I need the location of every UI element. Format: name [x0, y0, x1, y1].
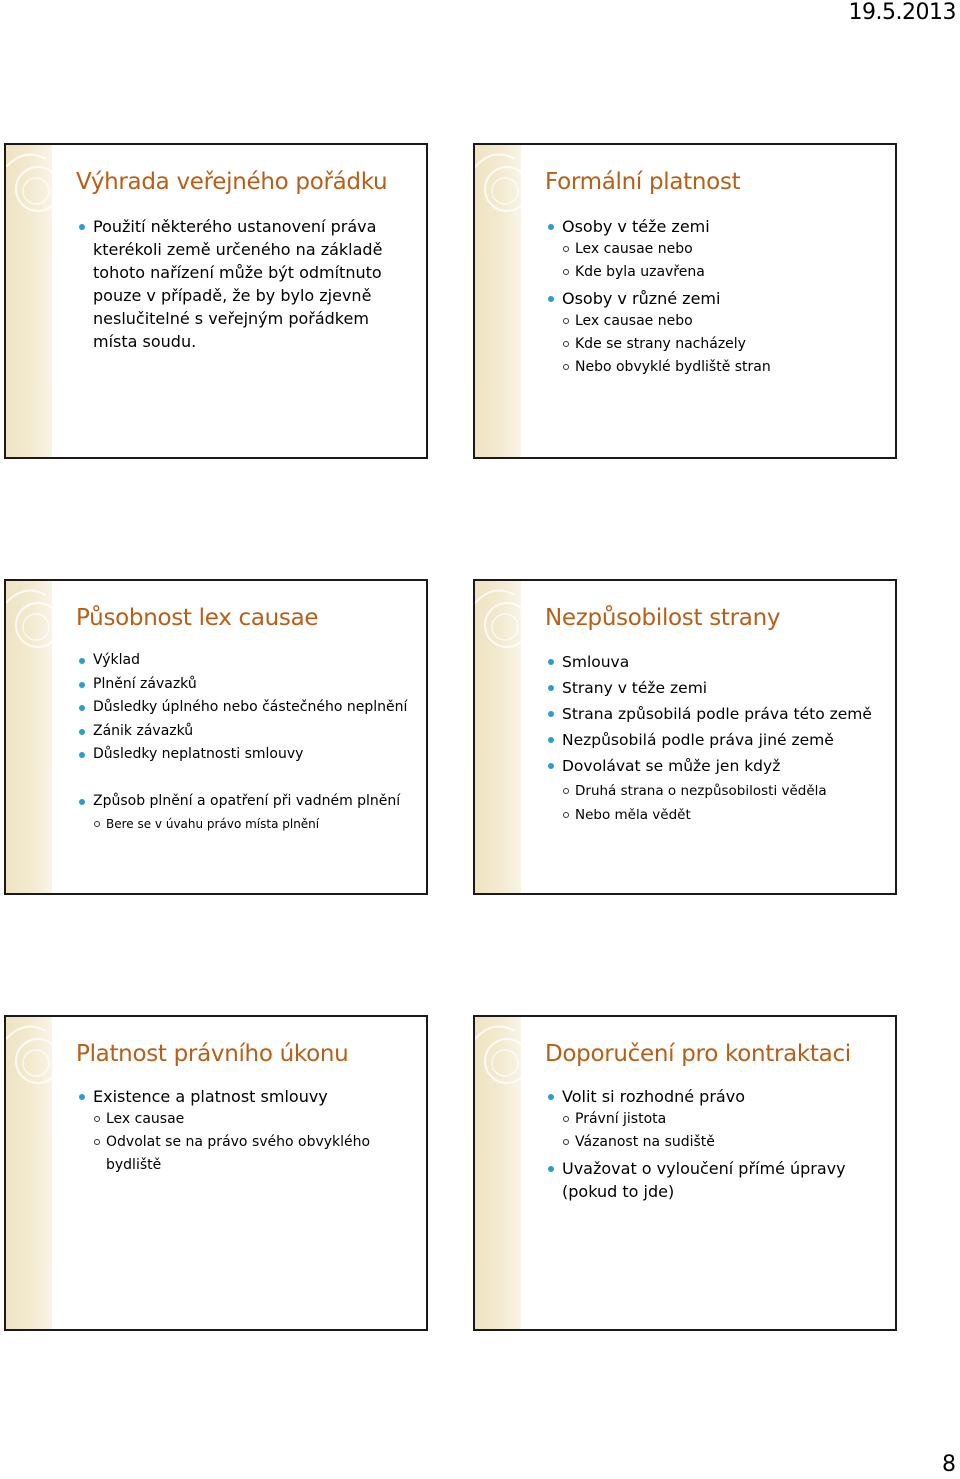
list-item: Druhá strana o nezpůsobilosti věděla	[545, 779, 885, 803]
list-item: Dovolávat se může jen když	[545, 753, 885, 779]
swirl-ornament-icon	[475, 581, 521, 661]
slide-title: Působnost lex causae	[76, 605, 319, 631]
slide-platnost-pravniho-ukonu	[4, 1015, 428, 1331]
page-number: 8	[942, 1452, 956, 1477]
list-item: Odvolat se na právo svého obvyklého bydliště	[76, 1131, 416, 1177]
slide-title: Doporučení pro kontraktaci	[545, 1041, 851, 1067]
list-item: Právní jistota	[545, 1108, 885, 1131]
list-item: Zánik závazků	[76, 720, 416, 744]
list-item: Důsledky neplatnosti smlouvy	[76, 743, 416, 767]
list-item: Důsledky úplného nebo částečného neplnění	[76, 696, 416, 720]
list-item: Vázanost na sudiště	[545, 1131, 885, 1154]
list-item: Plnění závazků	[76, 673, 416, 697]
list-item: Lex causae nebo	[545, 310, 885, 333]
list-item: Nebo obvyklé bydliště stran	[545, 356, 885, 379]
slide-decorative-band	[6, 145, 52, 457]
slide-title: Platnost právního úkonu	[76, 1041, 349, 1067]
slide-title: Výhrada veřejného pořádku	[76, 169, 388, 195]
list-item: Uvažovat o vyloučení přímé úpravy (pokud to jde)	[545, 1157, 885, 1203]
list-item: Volit si rozhodné právo	[545, 1085, 885, 1108]
slide-title: Formální platnost	[545, 169, 741, 195]
list-item: Strana způsobilá podle práva této země	[545, 701, 885, 727]
list-item: Výklad	[76, 649, 416, 673]
slide-pusobnost-lex-causae	[4, 579, 428, 895]
slide-vyhrada-verejneho-poradku	[4, 143, 428, 459]
slide-decorative-band	[475, 1017, 521, 1329]
slide-bullet-list	[545, 649, 885, 827]
swirl-ornament-icon	[6, 145, 52, 225]
list-item: Nezpůsobilá podle práva jiné země	[545, 727, 885, 753]
list-item: Použití některého ustanovení práva kterékoli země určeného na základě tohoto nařízení může být odmítnuto pouze v případě, že by bylo zjevně neslučitelné s veřejným pořádkem místa soudu.	[76, 215, 416, 353]
list-item: Osoby v téže zemi	[545, 215, 885, 238]
slide-bullet-list	[76, 1085, 416, 1177]
slide-bullet-list	[545, 215, 885, 379]
list-item: Kde byla uzavřena	[545, 261, 885, 284]
list-item: Lex causae	[76, 1108, 416, 1131]
list-item: Existence a platnost smlouvy	[76, 1085, 416, 1108]
list-item: Osoby v různé zemi	[545, 287, 885, 310]
list-item: Způsob plnění a opatření při vadném plnění	[76, 790, 416, 814]
slide-title: Nezpůsobilost strany	[545, 605, 781, 631]
swirl-ornament-icon	[475, 145, 521, 225]
list-item: Nebo měla vědět	[545, 803, 885, 827]
slide-decorative-band	[475, 145, 521, 457]
swirl-ornament-icon	[6, 1017, 52, 1097]
swirl-ornament-icon	[475, 1017, 521, 1097]
list-item: Strany v téže zemi	[545, 675, 885, 701]
slide-formalni-platnost	[473, 143, 897, 459]
slide-decorative-band	[475, 581, 521, 893]
slide-bullet-list	[76, 649, 416, 835]
swirl-ornament-icon	[6, 581, 52, 661]
slide-nezpusobilost-strany	[473, 579, 897, 895]
list-item: Bere se v úvahu právo místa plnění	[76, 813, 416, 835]
slide-doporuceni-pro-kontraktaci	[473, 1015, 897, 1331]
slide-bullet-list	[545, 1085, 885, 1203]
slide-bullet-list	[76, 215, 416, 353]
list-item: Kde se strany nacházely	[545, 333, 885, 356]
list-item: Smlouva	[545, 649, 885, 675]
list-item: Lex causae nebo	[545, 238, 885, 261]
slide-decorative-band	[6, 1017, 52, 1329]
page-date: 19.5.2013	[848, 0, 956, 25]
slide-decorative-band	[6, 581, 52, 893]
